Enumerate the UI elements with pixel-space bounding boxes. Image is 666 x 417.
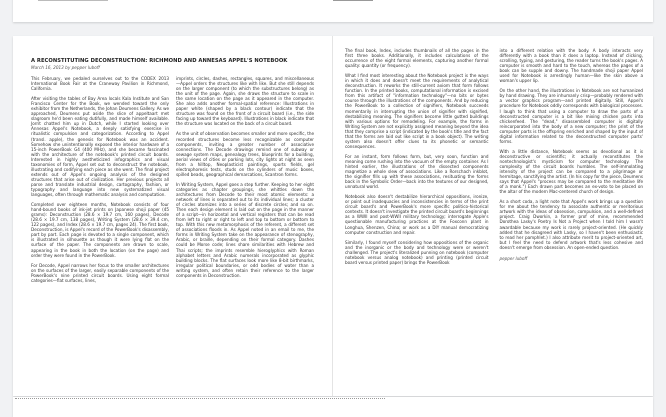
paragraph: In Writing System, Appel goes a step further. Keeping to her eight categories as chapter groupings, she whittles down the architectures from Decode to their most atomic elements: a network of lines is separated out to its individual lines; a cluster of circles atomizes into a series of discrete circles; and so on. Then each design element is laid out on the page in the manner of a script—in horizontal and vertical registers that can be read from left to right or right to left and top to bottom or bottom to top. With this new metamorphosis of the referent, a different set of associations floods in. As Appel noted in an email to me, the forms in Writing System take on the appearance of stenography, Arabic, or braille, depending on their formal category. Dashes could be Morse code; lines share similarities with Hebrew and Thai scripts; the imprints resemble hieroglyphics with Roman alphabet letters and Arabic numerals incorporated as glyphic building blocks. The flat surfaces look more like 8-bit birthmarks, irregular political boundaries, or odd bodies of water than a writing system, and often retain their reference to the larger components in Deconstruction. bbox=[176, 181, 314, 278]
left-page bbox=[13, 36, 333, 396]
next-page-sheet bbox=[13, 397, 653, 417]
paragraph: imprints, circles, dashes, rectangles, squares, and miscellaneous—Appel orders the structures like with like. But she still depends on the larger component (to which the substructures belong) as the unit of the page. Again, she draws the structure to scale in the same location on the page as it appeared in the computer. She also adds another formal-spatial reference: Illustrations in paper white (shaped by a black contour) indicate that the structure was found on the front of a circuit board (i.e., the side facing up toward the keyboard). Illustrations in black indicate that the structure was located on the back of a circuit board. bbox=[176, 76, 314, 127]
paragraph: With a little distance, Notebook seems as devotional as it is deconstructive or scientific; it actually reconstitutes the nontechnologist's mysticism for computer technology. The complexity of the circuit boards humbles. The self-immolating intensity of the project can be compared to a pilgrimage or hermitage, sanctifying the artist. (In his copy for the piece, Deumens says that Appel's "process may be compared to the meditative life of a monk.") Each drawn part becomes an ex-voto to be placed on the altar of the modern Mac-centered church of design. bbox=[499, 148, 643, 195]
paragraph: into a different relation with the body. A body interacts very differently with a book than it does a laptop. Instead of clicking, scrolling, typing, and gesturing, the reader turns the book's pages. A computer is smooth and hard to the touch, whereas the pages of a book can be supple and downy. The handmade shoji paper Appel used for Notebook is arrestingly human—like the skin above a woman's upper lip. bbox=[499, 48, 643, 84]
paragraph: Similarly, I found myself considering how oppositions of the organic and the inorganic or the body and technology were or weren't challenged. The project's literalized punning on notebook (computer notebook versus analog notebook) and printing (printed circuit board versus printed paper) brings the PowerBook bbox=[345, 239, 489, 265]
previous-page-sheet bbox=[13, 0, 653, 22]
paragraph: For an instant, form follows form, but, very soon, function and meaning come rushing into the vacuum of the empty container. As I hinted earlier, the illustrations of the dissected components magnetize a whole slew of associations. Like a Rorschach inkblot, the signifier fills up with these associations, resituating the forms back in the Symbolic Order—back into the textures of our designed, unnatural world. bbox=[345, 153, 489, 190]
column-2 bbox=[176, 76, 314, 288]
column-4 bbox=[500, 48, 644, 270]
column-3 bbox=[345, 48, 489, 270]
next-page-fragment bbox=[15, 398, 385, 403]
paragraph: What I find most interesting about the Notebook project is the ways in which it does and doesn't meet the requirements of analytical deconstruction. It reworks the still-current axiom that form follows function. In the printed books, computational information is excised from this artifact of "information technology"—no bits or bytes course through the illustrations of the components. And by reducing the PowerBook to a collection of signifiers, Notebook succeeds momentarily in interrupting the union of signifier with signified, destabilizing meaning. The signifiers become little gutted buildings with various options for remodeling. For example, the forms in Writing System are not explicitly assigned meaning beyond the idea that they comprise a script (indicated by the book's title and the fact that the forms are laid out like script in a book object). The writing system also doesn't offer clues to its phonetic or semantic consequences. bbox=[345, 73, 489, 149]
article-byline: March 16, 2013 by pepper luboff bbox=[31, 65, 100, 70]
document-spread bbox=[13, 36, 653, 396]
previous-page-fragment bbox=[38, 0, 108, 1]
paragraph: On the other hand, the illustrations in Notebook are not humanized by hand drawing. They are inhumanly crisp—probably rendered with a vector graphics program—and printed digitally. Still, Appel's procedure for Notebook oddly corresponds with biological processes. I laugh to think that using a computer to draw the parts of a deconstructed computer is a bit like mixing chicken parts into chickenfeed. The "dead," disassembled computer is digitally reincorporated into the body of a new computer; the print of the computer parts is the offspring enriched and shaped by the input of digital information related to the deconstructed computer parts' forms. bbox=[499, 88, 643, 144]
paragraph: For Decode, Appel narrows her focus to the smaller architectures on the surfaces of the larger, easily separable components of the PowerBook's nine printed circuit boards. Using eight formal categories—flat surfaces, lines, bbox=[31, 262, 169, 283]
article-title: A RECONSTITUTING DECONSTRUCTION: RICHMOND AND ANNESAS APPEL'S NOTEBOOK bbox=[31, 58, 288, 64]
paragraph: This February, we pedaled ourselves out to the CODEX 2013 International Book Fair at the Craneway Pavilion in Richmond, California. bbox=[31, 76, 169, 92]
column-1 bbox=[31, 76, 169, 288]
paragraph: After visiting the tables of Bay Area locals Kala Institute and San Francisco Center for the Book, we wended toward the only exhibitor from the Netherlands, the Johan Deumens Gallery. As we approached, Deumens put aside the slice of appeltaart met slagroom he'd been eating dutifully, and made himself available. Jorrit chatted him up in Dutch, while I started looking over Annesas Appel's Notebook, a deeply satisfying exercise in ritualistic compulsion and categorization. According to Appel (transl. apple), the genesis for Notebook was an accident. Somehow she unintentionally exposed the interior hardware of a 15-inch PowerBook G4 (400 MHz), and she became fascinated with the architecture of the notebook's printed circuit boards. Interested in highly aestheticized infographics and visual taxonomies of form, Appel set out to deconstruct the notebook, illustrating and codifying each piece as she went. The final project extends out of Appel's ongoing analysis of the designed structures that arise out of civilization. Her previous projects all parse and translate industrial design, cartography, fashion, or typography and language into new systematized visual languages, often through mathematic analysis and computation. bbox=[31, 96, 169, 198]
right-page bbox=[333, 36, 653, 396]
paragraph: Notebook also doesn't destabilize hierarchical oppositions, ironize, or point out inadequacies and inconsistencies in terms of the print circuit board's and PowerBook's more specific politico-historical contexts. It doesn't investigate the printed circuit board's beginnings as a WWII and post-WWII military technology; interrogate Apple's questionable manufacturing practices at the Foxconn plant in Longhua, Shenzen, China; or work as a DIY manual democratizing computer construction and repair. bbox=[345, 194, 489, 235]
author-signature: pepper luboff bbox=[499, 255, 528, 261]
paragraph: As the unit of observation becomes smaller and more specific, the recorded structures become less recognizable as computer components, inviting a greater number of associative connections. The Decode drawings remind one of subway or sewage system maps, genealogy trees, blueprints for a building, aerial views of cities or parking lots, city lights at night as seen from a hilltop, Neoplasticist paintings, sports fields, gel electrophoresis tests, studs on the cylinders of music boxes, spilled beads, geographical demarcations, Scantron forms. bbox=[176, 131, 314, 177]
paragraph: Completed over eighteen months, Notebook consists of four hand-bound books of ink-jet prints on Japanese shoji paper (45 grams): Deconstruction (28.6 × 19.7 cm, 160 pages), Decode (28.6 × 19.7 cm, 138 pages), Writing System (28.6 × 39.4 cm, 122 pages), and Index (28.6 × 19.7 cm, pages 24). The first book, Deconstruction, is Appel's record of the PowerBook's disassembly, part by part. Each page is devoted to a single component, which is illustrated in silhouette as though it were lying flat on the surface of the paper. The components are drawn to scale, appearing in the book in both the location (on the page) and order they were found in the PowerBook. bbox=[31, 202, 169, 258]
previous-page-fragment bbox=[333, 0, 373, 1]
paragraph: As a short coda, a light note that Appel's work brings up a question for me about the tendency to associate authentic or meritorious artwork with the ideas of obsession, compulsion, and a well-defined project. Craig Dworkin, a former prof of mine, recommended Dorothea Lasky's Poetry Is Not a Project when I told him I wasn't awardable because my work is rarely project-oriented. (He quickly added that he disagreed with Lasky, so I haven't been enthusiastic to read her pamphlet.) I also attribute merit to project-oriented art, but I feel the need to defend artwork that's less cohesive and doesn't emerge from obsession. An open-ended question. bbox=[499, 199, 643, 250]
paragraph: The final book, Index, includes thumbnails of all the pages in the first three books. Additionally, it includes calculations of the occurrence of the eight formal elements, capturing another formal quality: quantity (or frequency). bbox=[345, 48, 489, 69]
